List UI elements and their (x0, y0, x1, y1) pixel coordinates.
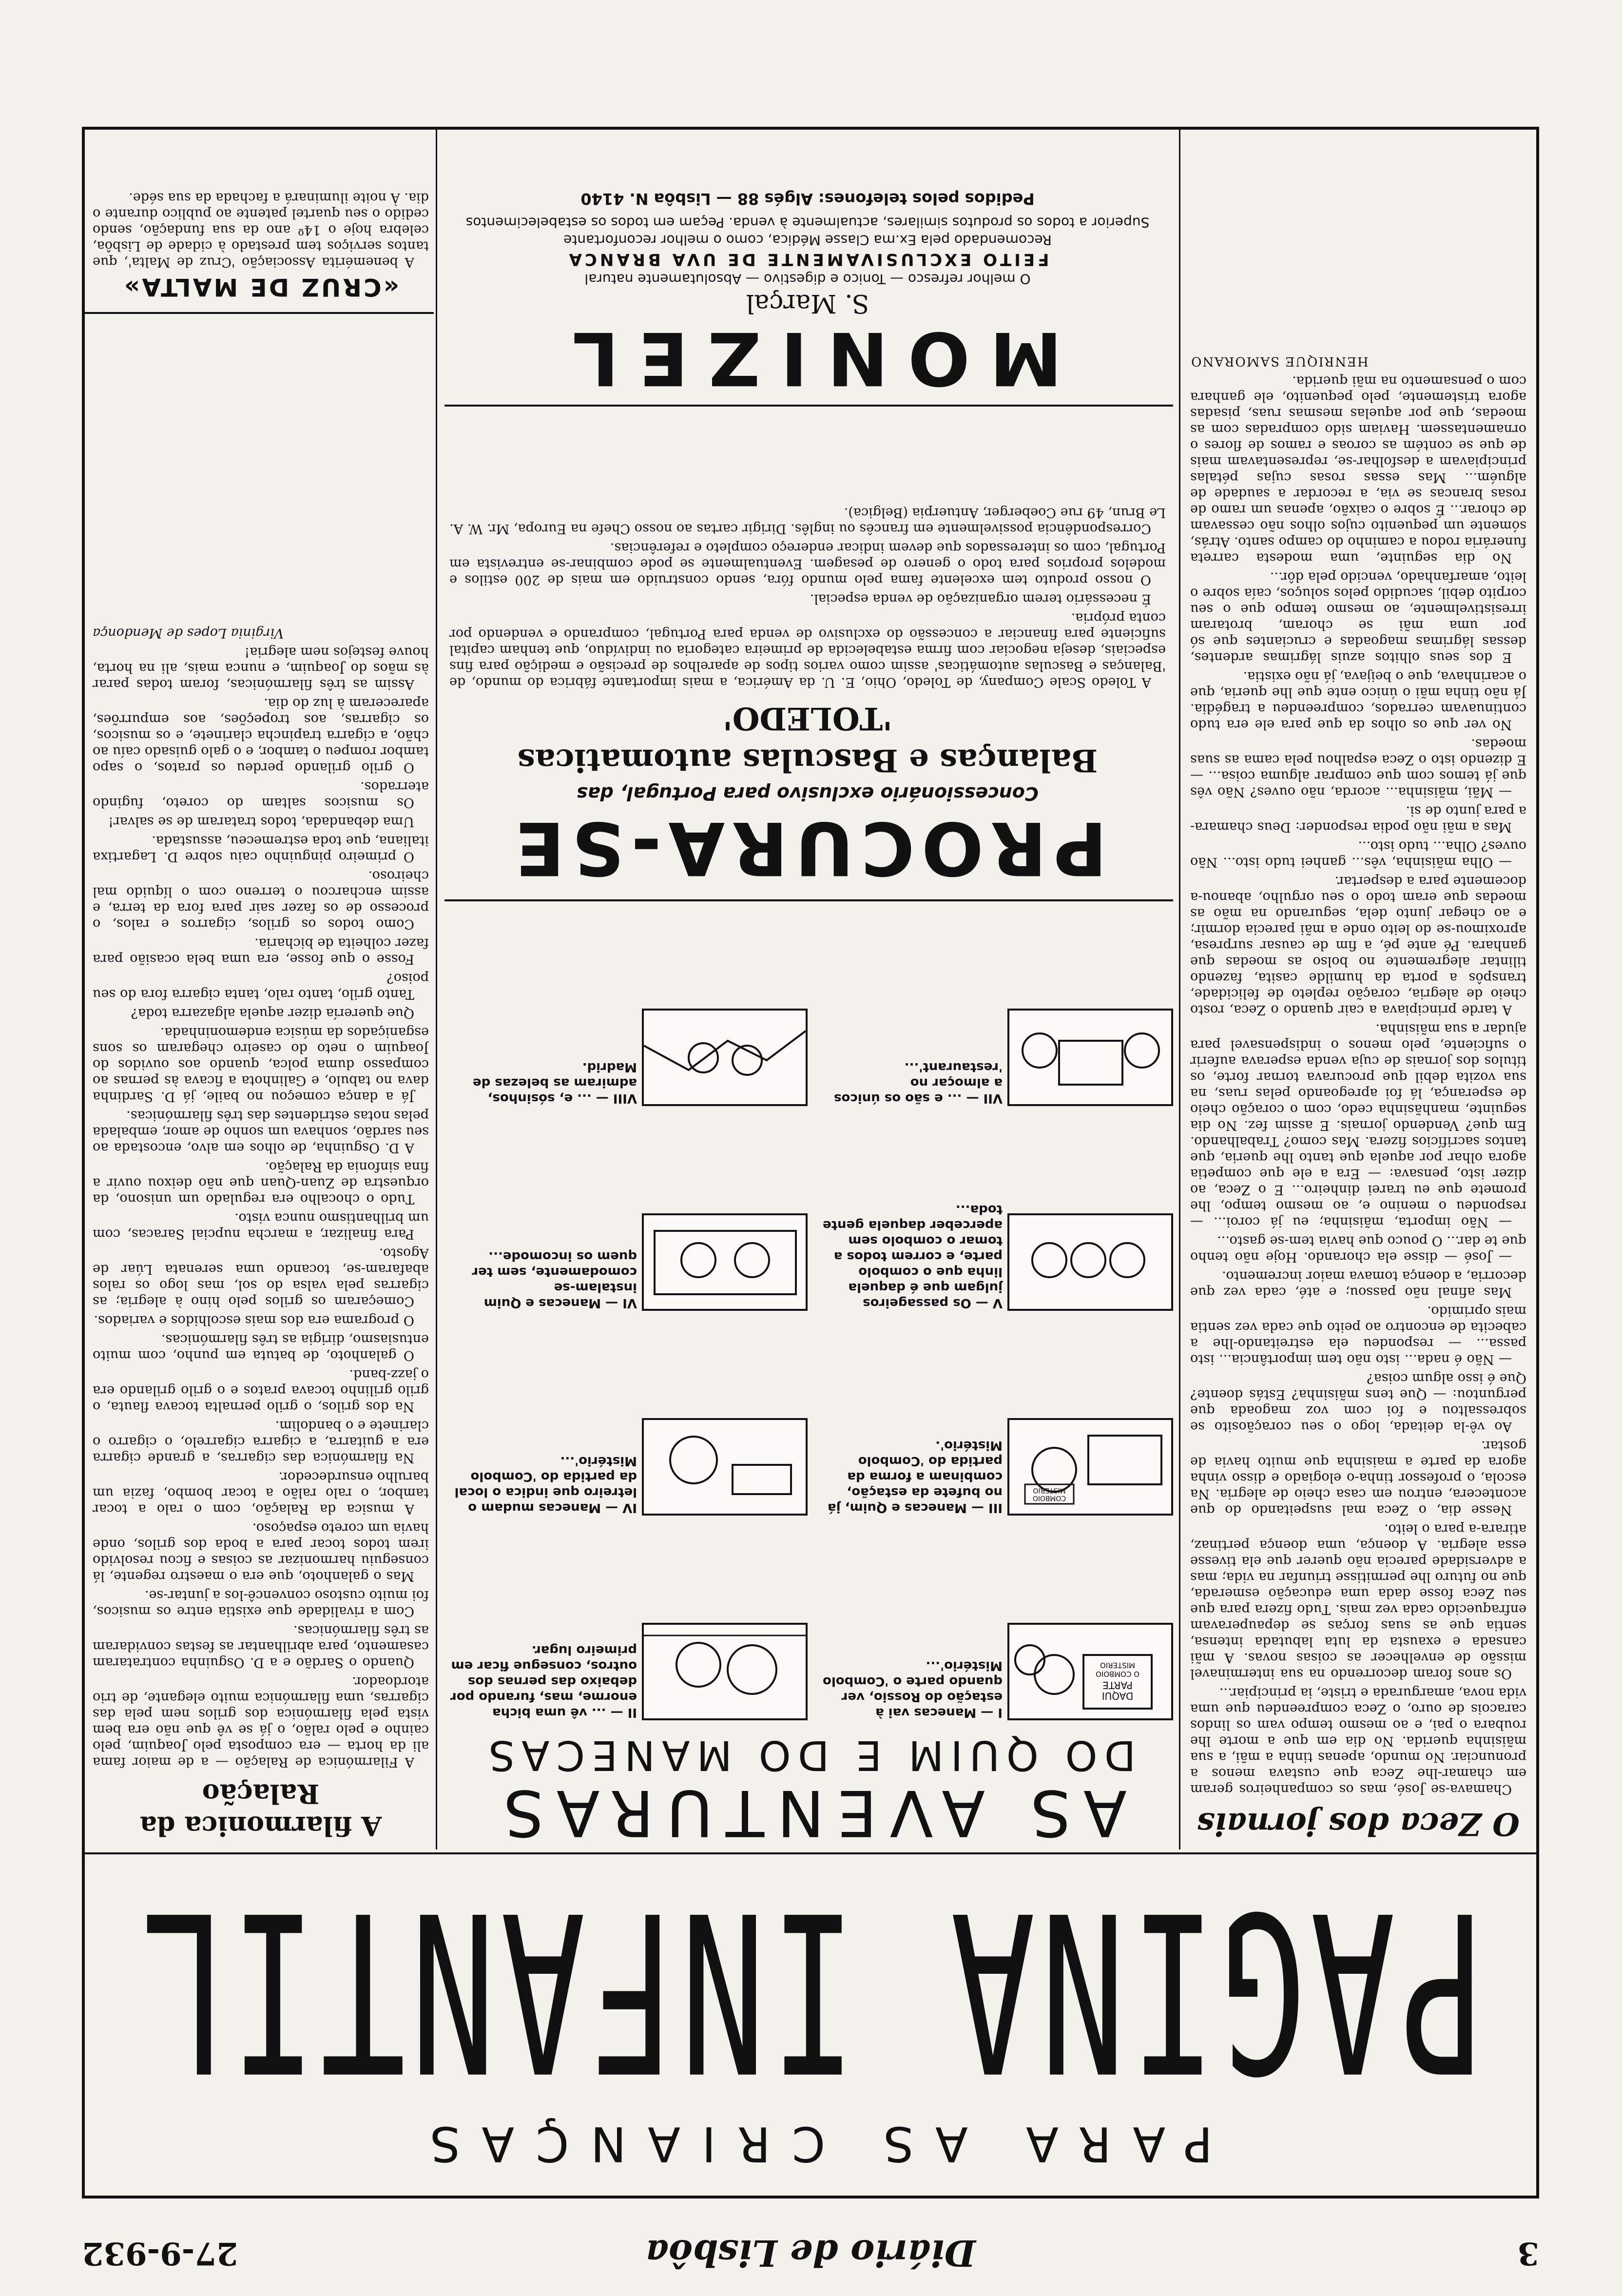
zeca-paragraph: E dos seus olhitos azuis lágrimas ardentes, dessas lágrimas magoadas e cruciantes que só por uma mãi se choram, brotaram irresistivelmente, ao mesmo tempo que o seu corpito debil, sacudido pelos soluços, caía sobre o leito, amarfanhado, vencido pela dôr... (1190, 569, 1526, 665)
cruz-headline-text: CRUZ DE MALTA (140, 273, 382, 301)
procura-ad (449, 411, 1166, 889)
cruz-notice (93, 134, 429, 304)
zeca-paragraph: — José — disse ela chorando. Hoje não tenho que te dar... O pouco que havia tem-se gasto... (1190, 1233, 1526, 1265)
header-rule (85, 1852, 1536, 1854)
filarmonica-paragraph: Para finalizar, a marcha nupcial Saracas, com um brilhantismo nunca visto. (93, 1210, 429, 1242)
comic-title-line2: DO QUIM E DO MANECAS (482, 1732, 1136, 1779)
procura-paragraph: Correspondência possivelmente em francês ou inglês. Dirigir cartas ao nosso Chefe na Europa, Mr. W. A. Le Brun, 49 rue Coeberger, Antuerpia (Belgica). (449, 505, 1166, 536)
monizel-line1: O melhor refresco — Tonico e digestivo — Absolutamente natural (584, 271, 1031, 287)
zeca-paragraph: Chamava-se José, mas os companheiros geram em chamar-lhe Zeca que custava menos a pronunciar. No mundo, apenas tinha a mãi, a sua mãisinha querida. No dia em que a morte lhe roubara o pai, e ao mesmo tempo vam os lindos caracois de ouro, o Zeca compreendeu que uma vida nova, amargurada e triste, ia principiar... (1190, 1685, 1526, 1797)
cruz-text: A benemérita Associação 'Cruz de Malta', que tantos serviços tem prestado à cidade de Lisbôa, celebra hoje o 14º ano da sua fundação, sendo cedido o seu quartel patente ao publico durante o dia. À noite iluminará a fachada da sua séde. (93, 190, 429, 270)
comic-title (444, 1725, 1173, 1850)
zeca-story (1190, 136, 1526, 1842)
monizel-line4: Superior a todos os produtos similares, actualmente à venda. Peçam em todos os estabelecimentos (465, 214, 1150, 231)
zeca-paragraph: No ver que os olhos da que para ele era tudo continuavam cerrados, compreendeu a tragédia. Já não tinha mãi o único ente que lhe queria, que o acarinhava, que o beijava, já não existia. (1190, 669, 1526, 732)
filarmonica-paragraph: Fosse o que fosse, era uma bela ocasião para fazer colheita de bicharia. (93, 935, 429, 967)
comic-caption-2: II — ... vê uma bicha enorme, mas, furando por debaixo das pernas dos outros, consegue ficar em primeiro lugar. (450, 1643, 637, 1720)
filarmonica-story (93, 321, 429, 1842)
filarmonica-paragraph: Uma debandada, todos trataram de se salvar! (108, 814, 414, 829)
filarmonica-paragraph: Tudo o chocalho era regulado um unisono, da orquestra de Zuan-Quan que não deixou ouvir a fina sinfonia da Ralação. (93, 1159, 429, 1206)
filarmonica-paragraph: Quando o Sardão e a D. Osguinha contrataram casamento, para abrilhantar as festas convidaram as três filarmónicas. (93, 1623, 429, 1670)
comic-panel-7 (1007, 1009, 1173, 1106)
filarmonica-paragraph: Na filarmónica das cigarras, a grande cigarra era a guitarra, a cigarra cigarrelo, o cigarro o clarinete e o bandolim. (93, 1418, 429, 1465)
comic-caption-5: V — Os passageiros julgam que é daquela linha que o combolo parte, e correm todos a tomar o combolo sem aperceber daquela gente toda... (822, 1202, 1003, 1310)
masthead: Diário de Lisbôa (645, 2232, 976, 2274)
comic-panel-8 (642, 1009, 808, 1106)
filarmonica-paragraph: Os musicos saltam do coreto, fugindo aterrados. (93, 779, 429, 810)
zeca-paragraph: Nesse dia, o Zeca mal suspeitando do que acontecera, entrou em casa cheio de alegria. Na escola, o professor tinha-o elogiado e disso vinha agora da parte a maisinha que muito havia de gostar. (1190, 1438, 1526, 1518)
comic-panel-6 (642, 1213, 808, 1311)
filarmonica-paragraph: A Filarmónica de Ralação — a de maior fama ali da horta — era composta pelo Joaquim, pelo cainho e pelo ralão, o já se vê que não era bem vista pela filarmónica dos grilos nem pela das cigarras, uma filarmónica muito elegante, de trio atordoador. (93, 1674, 429, 1770)
page-number: 3 (1517, 2235, 1539, 2272)
comic-caption-8: VIII — ... e, sósinhos, admiram as belezas de Madrid. (473, 1060, 637, 1106)
panel-6-illustration (644, 1215, 806, 1309)
comic-bottom-rule (444, 899, 1173, 901)
filarmonica-paragraph: O programa era dos mais escolhidos e variados. (94, 1313, 414, 1328)
zeca-story-title: O Zeca dos jornais (1197, 1806, 1520, 1842)
filarmonica-story-title: A filarmonica da Ralação (139, 1778, 382, 1842)
monizel-maker: S. Marçal (746, 289, 869, 318)
procura-product: Balanças e Basculas automaticas 'TOLEDO' (517, 700, 1098, 778)
zeca-paragraph: Mas afinal não passou; e até, cada vez que decorria, a doença tomava maior incremento. (1190, 1268, 1526, 1300)
zeca-paragraph: Os anos foram decorrendo na sua interminavel missão de envelhecer as coisas novas. A mãi cansada e exausta da luta labutada intensa, sentia que as suas forças se depauperavam enfraquecido cada vez mais. Tudo fizera para que seu Zeca fosse dada uma educação esmerada, que no futuro lhe permitisse triunfar na vida; mas a adversidade parecia não querer que ela tivesse essa alegria. A doença, uma doença pertinaz, atirara-a para o leito. (1190, 1521, 1526, 1681)
procura-paragraph: A Toledo Scale Company, de Toledo, Ohio, E. U. da América, a mais importante fábrica do mundo, de 'Balanças e Basculas automáticas' assim como varios tipos de aparelhos de precisão e medição para fins especiais, deseja negociar com firma estabelecida de primeira categoria ou indivíduo, que tenham capital suficiente para financiar a concessão do exclusivo de venda para Portugal, comprando e vendendo por conta própria. (449, 610, 1166, 690)
procura-bottom-rule (444, 405, 1173, 407)
filarmonica-paragraph: Como todos os grilos, cigarros e ralos, o processo de os fazer sair para fora da terra, e assim encharcou o terreno com o líquido mal cheiroso. (93, 868, 429, 932)
filarmonica-paragraph: Mas o galanhoto, que era o maestro regente, lá conseguiu harmonizar as coisas e ficou resolvido irem todos tocar para a boda dos grilos, onde havia um coreto espaçoso. (93, 1520, 429, 1584)
comic-caption-4: IV — Manecas mudam o letreiro que indica o local da partida do 'Combolo Mistério'... (454, 1454, 637, 1515)
filarmonica-paragraph: O grilo grilando perdeu os pratos, o sapo tambor rompeu o tambor, e o galo guisado caíu ao chão, a cigarra trapincha clarinete, e os musicos, os cigarras, aos tropeções, aos empurrões, apareceram à luz do dia. (93, 696, 429, 775)
panel-3-sign: COMBOIO MISTERIO (1032, 1486, 1066, 1502)
comic-panel-2 (642, 1623, 808, 1720)
procura-headline: PROCURA-SE (508, 805, 1107, 890)
zeca-paragraph: A tarde principiava a cair quando o Zeca, rosto cheio de alegria, coração repleto de felicidade, transpôs a porta da humilde casita, fazendo tilintar alegremente no bolso as moedas que ganhara. Pé ante pé, a fim de causar surpresa, aproximou-se do leito onde a mãi parecia dormir; e ao chegar junto dela, segurando na mão as moedas que eram todo o seu orgulho, abanou-a docemente para a despertar. (1190, 874, 1526, 1017)
panel-1-sign-2: O COMBOIO MISTERIO (1096, 1661, 1139, 1678)
filarmonica-paragraph: Começaram os grilos pelo hino à alegria; as cigarras pela valsa do sol, mas logo os ralos abafaram-se, tocando uma serenata Lúar de Agosto. (93, 1245, 429, 1309)
cruz-headline: «CRUZ DE MALTA» (122, 273, 400, 301)
monizel-line3: Recomendado pela Ex.ma Classe Médica, como o melhor reconfortante (563, 232, 1052, 248)
comic-panel-5 (1007, 1213, 1173, 1311)
monizel-brand: MONIZEL (553, 315, 1062, 400)
filarmonica-paragraph: A musica da Ralação, com o ralo a tocar tambor, o ralo ralão a tocar bombo, fazia um barulho ensurdecedor. (93, 1469, 429, 1517)
column-rule-left (1179, 129, 1180, 1849)
panel-1-sign: DAQUI PARTE (1101, 1679, 1134, 1702)
zeca-paragraph: — Não importa, mãisinha; eu já coroi... — respondeu o menino e, ao mesmo tempo, lhe promete que eu trarei dinheiro... E o Zeca, ao dizer isto, pensava: — Era a ele que competia agora olhar por aquela que tanto lhe queria, que tantos sacrifícios fizera. Mas como? Trabalhando. Em que? Vendendo jornais. E assim fez. No dia seguinte, manhãsinha cedo, com o coração cheio de esperança, lá foi apregoando pelas ruas, na sua vozita debil que procurava tornar forte, os títulos dos jornais de cuja venda esperava auferir o suficiente, pelo menos o indispensavel para ajudar a sua mãisinha. (1190, 1021, 1526, 1229)
panel-8-illustration (644, 1011, 806, 1104)
zeca-author: HENRIQUE SAMORANO (1190, 354, 1369, 369)
comic-caption-6: VI — Manecas e Quim instalam-se comodamente, sem ter quem os incomode... (472, 1249, 637, 1310)
comic-panel-4 (642, 1418, 808, 1516)
monizel-ad (449, 134, 1166, 400)
section-title: PAGINA INFANTIL (135, 1863, 1486, 2118)
filarmonica-paragraph: A D. Osguinha, de olhos em alvo, encostada ao seu sardão, sonhava um sonho de amor, embalada pelas notas estridentes das três filarmónicas. (93, 1108, 429, 1155)
procura-body (449, 505, 1166, 690)
panel-2-illustration (644, 1625, 806, 1718)
filarmonica-paragraph: Assim as três filarmónicas, foram todas parar às mãos do Joaquim, e nunca mais, ali na horta, houve festejos nem alegria! (93, 644, 429, 692)
issue-date: 27-9-932 (82, 2235, 238, 2272)
comic-caption-1: I — Manecas vai à estação do Rossio, ver quando parte o 'Combolo Mistério'... (823, 1658, 1003, 1720)
filarmonica-author: Virginia Lopes de Mendonça (93, 625, 284, 641)
column-rule-right (436, 129, 437, 1849)
comic-caption-7: VII — ... e são os únicos a almoçar no 'restaurant'... (834, 1060, 1003, 1106)
comic-panel-1 (1007, 1623, 1173, 1720)
panel-7-illustration (1009, 1011, 1171, 1104)
procura-paragraph: O nosso produto tem excelente fama pelo mundo fóra, sendo construido em mais de 200 estilos e modelos proprios para todo o genero de pesagem. Eventualmente se pode combinar-se entrevista em Portugal, com os interessados que devem indicar endereço completo e referências. (449, 540, 1166, 587)
cruz-top-rule (85, 312, 434, 314)
zeca-paragraph: — Olha mãisinha, vês... ganhei tudo isto... Não ouves? Olha... tudo isto... (1190, 838, 1526, 870)
filarmonica-paragraph: Na dos grilos, o grilo pernalta tocava flauta, o grilo grilinho tocava pratos e o grilo grilando era o jazz-band. (93, 1367, 429, 1414)
filarmonica-paragraph: Com a rivalidade que existia entre os musicos, foi muito custoso convencê-los a juntar-se. (93, 1588, 429, 1619)
zeca-paragraph: No dia seguinte, uma modesta carreta funerária rodou a caminho do campo santo. Atrás, sómente um pequenito cujos olhos não cessavam de chorar... É sobre o caixão, apenas um ramo de rosas brancas se via, a recordar a saudade de alguém... Mas essas rosas cujas pétalas principiavam a desfolhar-se, representavam mais de que se contém as coroas e ramos de flores o ornamentassem. Haviam sido compradas com as moedas, que por aquelas mesmas ruas, pisadas agora tristemente, pelo pequenito, ele ganhara com o pensamento na mãi querida. (1190, 373, 1526, 565)
comic-strip (444, 916, 1173, 1720)
filarmonica-paragraph: O galanhoto, de batuta em punho, com muito entusiasmo, dirigia as três filarmónicas. (93, 1332, 429, 1363)
zeca-paragraph: — Mãi, mãisinha... acorda, não ouves? Não vês que já temos com que comprar alguma coisa... — E dizendo isto o Zeca espalhou pela cama as suas moedas. (1190, 736, 1526, 799)
zeca-paragraph: Ao vê-la deitada, logo o seu coraçãosito se sobressaltou e foi com voz magoada que perguntou: — Que tens mãisinha? Estás doente? Que é isso algum coisa? (1190, 1371, 1526, 1434)
comic-title-line1: AS AVENTURAS (491, 1776, 1127, 1850)
panel-5-illustration (1009, 1215, 1171, 1309)
comic-caption-3: III — Manecas e Quim, já no bufete da estação, combinam a forma da partida do 'Combolo Mistério'. (828, 1438, 1003, 1515)
monizel-line5: Pedidos pelos telefones: Algés 88 — Lisbôa N. 4140 (580, 190, 1035, 208)
procura-paragraph: É necessário terem organização de venda especial. (810, 591, 1151, 606)
filarmonica-paragraph: Tanto grilo, tanto ralo, tanta cigarra fora do seu poiso? (93, 971, 429, 1002)
page-header (82, 2223, 1539, 2277)
zeca-paragraph: — Não é nada... isto não tem importância... isto passa... — respondeu ela estreitando-lhe a cabecita de encontro ao peito que cada vez sentia mais oprimido. (1190, 1304, 1526, 1367)
section-kicker: PARA AS CRIANÇAS (408, 2116, 1213, 2171)
filarmonica-paragraph: Que querería dizer aquela algazarra toda? (131, 1006, 414, 1021)
page-frame (82, 127, 1539, 2199)
filarmonica-paragraph: O primeiro pinguinho caiu sobre D. Lagartixa italiana, que toda estremeceu, assustada. (93, 833, 429, 864)
monizel-line2: FEITO EXCLUSIVAMENTE DE UVA BRANCA (566, 250, 1049, 269)
filarmonica-paragraph: Já a dança começou no baile, já D. Sardinha dava no tabulo, e Galinhota a ficava às pernas ao compasso duma polca, quando aos ouvidos do Joaquim o neto do caseiro chegaram os sons esganiçados da música endemoninhada. (93, 1025, 429, 1104)
comic-panel-3 (1007, 1418, 1173, 1516)
panel-4-illustration (644, 1420, 806, 1514)
procura-subhead: Concessionário exclusivo para Portugal, das (577, 783, 1039, 804)
zeca-paragraph: Mas a mãi não podia responder: Deus chamara-a para junto de si. (1190, 803, 1526, 835)
